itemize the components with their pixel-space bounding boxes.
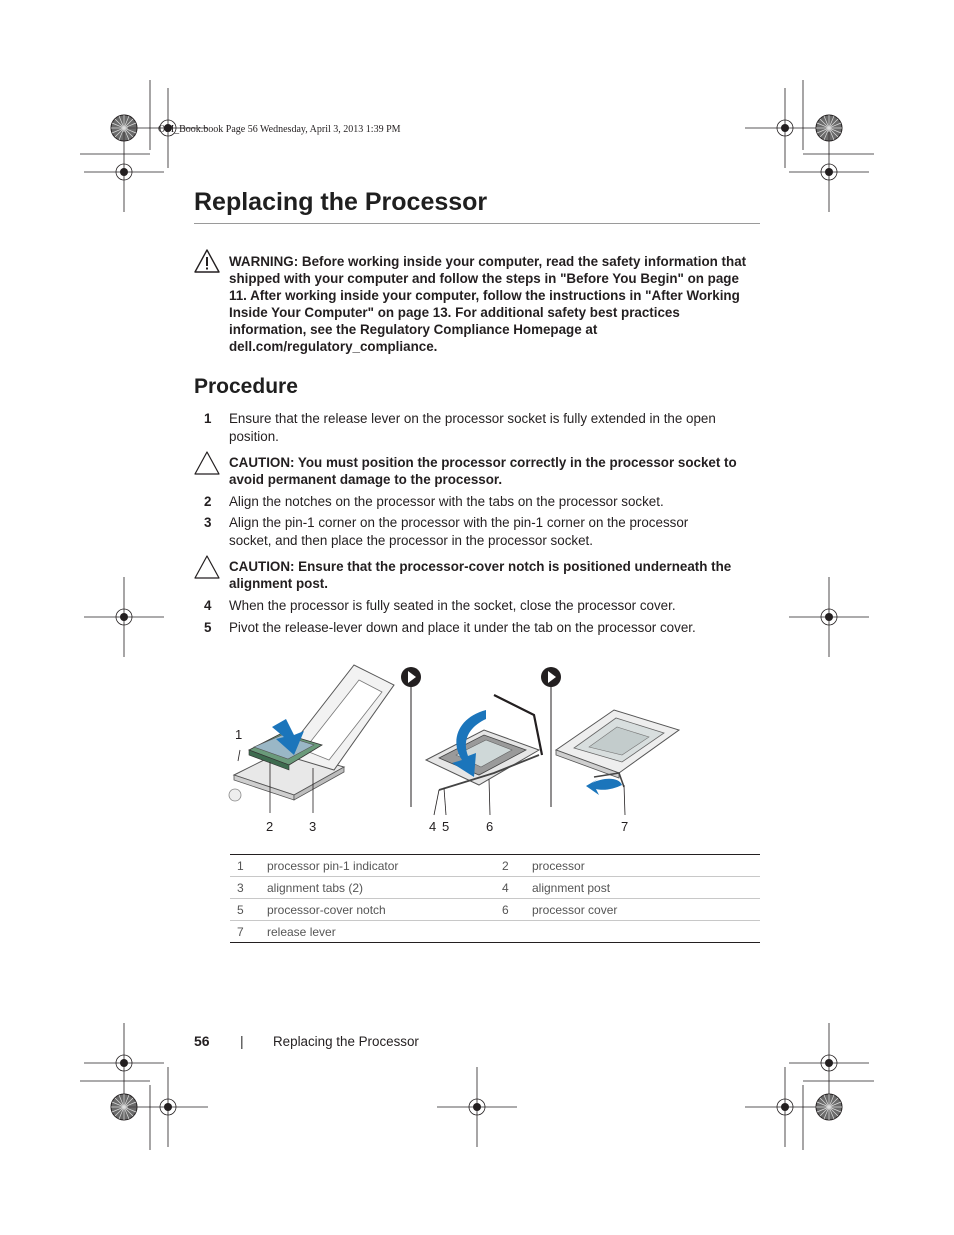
caution-note: CAUTION: You must position the processor correctly in the processor socket to avoid permanent damage to the processor. [229, 455, 737, 487]
legend-label: processor cover [532, 899, 760, 921]
page-title: Replacing the Processor [194, 188, 488, 216]
open-socket-illustration [229, 665, 394, 813]
step-number: 4 [204, 598, 212, 613]
legend-label: alignment post [532, 877, 760, 899]
step-number: 1 [204, 411, 212, 426]
legend-number: 6 [495, 899, 532, 921]
legend-number: 3 [230, 877, 267, 899]
next-step-arrow-icon [541, 667, 561, 687]
figure-callout: 5 [442, 819, 450, 834]
title-rule [194, 223, 760, 224]
closing-cover-illustration [426, 695, 542, 815]
legend-number: 4 [495, 877, 532, 899]
figure-callout: 2 [266, 819, 274, 834]
table-row [230, 855, 760, 877]
processor-illustration [194, 655, 760, 843]
footer-section-title: Replacing the Processor [273, 1034, 419, 1049]
warning-icon [194, 249, 220, 273]
table-row [230, 921, 760, 943]
figure-callout: 4 [429, 819, 437, 834]
legend-number: 7 [230, 921, 267, 943]
legend-number: 5 [230, 899, 267, 921]
page-number: 56 [194, 1033, 210, 1049]
warning-note: WARNING: Before working inside your computer, read the safety information that shipped with your computer and follow the steps in "Before You Begin" on page 11. After working inside your computer, follow the instructions in "After Working Inside Your Computer" on page 13. For additional safety best practices information, see the Regulatory Compliance Homepage at dell.com/regulatory_compliance. [229, 254, 747, 354]
legend-number: 1 [230, 855, 267, 877]
legend-label [532, 921, 760, 943]
figure-callout: 7 [621, 819, 629, 834]
step-text: Ensure that the release lever on the processor socket is fully extended in the open position. [229, 411, 716, 444]
caution-icon [194, 555, 220, 579]
legend-label: processor pin-1 indicator [267, 855, 495, 877]
legend-label: processor [532, 855, 760, 877]
footer-separator: | [240, 1033, 244, 1049]
legend-label: alignment tabs (2) [267, 877, 495, 899]
step-number: 3 [204, 515, 212, 530]
legend-number: 2 [495, 855, 532, 877]
caution-note: CAUTION: Ensure that the processor-cover notch is positioned underneath the alignment post. [229, 559, 732, 591]
star-target-icon [816, 1094, 842, 1120]
table-row [230, 877, 760, 899]
step-text: Align the notches on the processor with the tabs on the processor socket. [229, 494, 664, 509]
procedure-heading: Procedure [194, 375, 298, 398]
step-number: 5 [204, 620, 212, 635]
figure-callout: 3 [309, 819, 317, 834]
table-row [230, 899, 760, 921]
step-number: 2 [204, 494, 212, 509]
processor-installation-figure [194, 655, 760, 843]
closed-socket-illustration [556, 710, 679, 815]
caution-icon [194, 451, 220, 475]
print-header: OM_Book.book Page 56 Wednesday, April 3, 2013 1:39 PM [158, 124, 401, 135]
step-text: Align the pin-1 corner on the processor with the pin-1 corner on the processor socket, and then place the processor in the processor socket. [229, 515, 689, 548]
step-text: When the processor is fully seated in the socket, close the processor cover. [229, 598, 676, 613]
figure-callout: 1 [235, 727, 243, 742]
legend-label: release lever [267, 921, 495, 943]
figure-legend-table [230, 854, 760, 943]
step-text: Pivot the release-lever down and place it under the tab on the processor cover. [229, 620, 696, 635]
next-step-arrow-icon [401, 667, 421, 687]
figure-callout: 6 [486, 819, 494, 834]
legend-number [495, 921, 532, 943]
legend-label: processor-cover notch [267, 899, 495, 921]
